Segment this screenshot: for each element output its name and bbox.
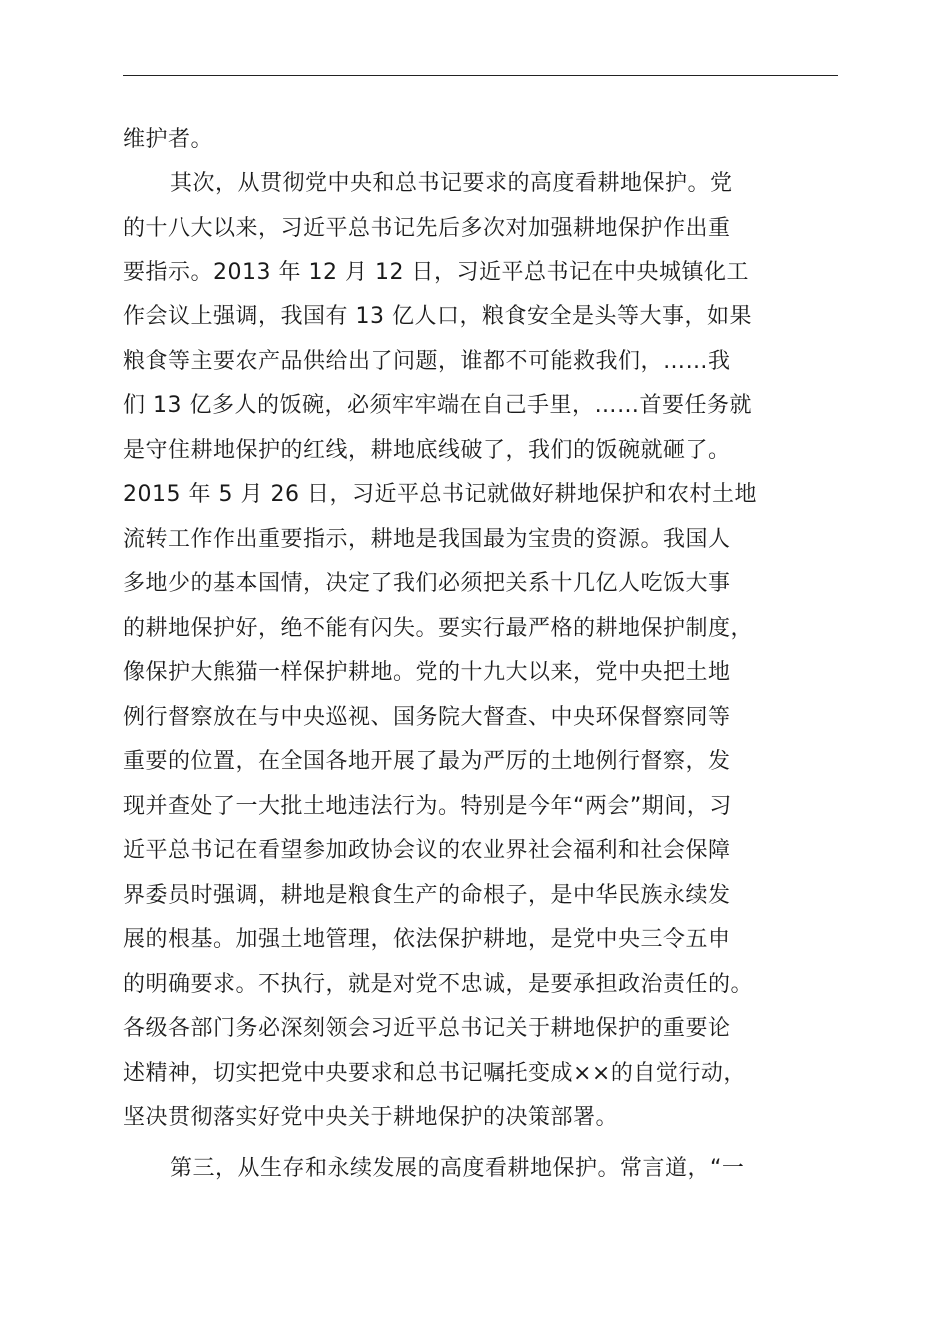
text-line: 们 13 亿多人的饭碗，必须牢牢端在自己手里，……首要任务就 — [123, 393, 752, 418]
text-line: 2015 年 5 月 26 日，习近平总书记就做好耕地保护和农村土地 — [123, 482, 757, 507]
text-line: 的十八大以来，习近平总书记先后多次对加强耕地保护作出重 — [123, 216, 731, 241]
text-line: 坚决贯彻落实好党中央关于耕地保护的决策部署。 — [123, 1105, 619, 1130]
text-line: 其次，从贯彻党中央和总书记要求的高度看耕地保护。党 — [170, 171, 733, 196]
text-line: 粮食等主要农产品供给出了问题，谁都不可能救我们，……我 — [123, 349, 731, 374]
text-line: 近平总书记在看望参加政协会议的农业界社会福利和社会保障 — [123, 838, 731, 863]
text-line: 各级各部门务必深刻领会习近平总书记关于耕地保护的重要论 — [123, 1016, 731, 1041]
text-line: 是守住耕地保护的红线，耕地底线破了，我们的饭碗就砸了。 — [123, 438, 731, 463]
text-line: 流转工作作出重要指示，耕地是我国最为宝贵的资源。我国人 — [123, 527, 731, 552]
text-line: 要指示。2013 年 12 月 12 日，习近平总书记在中央城镇化工 — [123, 260, 749, 285]
text-line: 重要的位置，在全国各地开展了最为严厉的土地例行督察，发 — [123, 749, 731, 774]
text-line: 现并查处了一大批土地违法行为。特别是今年“两会”期间，习 — [123, 794, 732, 819]
text-line: 的耕地保护好，绝不能有闪失。要实行最严格的耕地保护制度， — [123, 616, 754, 641]
header-rule — [123, 75, 838, 76]
text-line: 第三，从生存和永续发展的高度看耕地保护。常言道，“一 — [170, 1156, 745, 1181]
text-line: 的明确要求。不执行，就是对党不忠诚，是要承担政治责任的。 — [123, 972, 754, 997]
text-line: 展的根基。加强土地管理，依法保护耕地，是党中央三令五申 — [123, 927, 731, 952]
text-line: 多地少的基本国情，决定了我们必须把关系十几亿人吃饭大事 — [123, 571, 731, 596]
text-line: 作会议上强调，我国有 13 亿人口，粮食安全是头等大事，如果 — [123, 304, 752, 329]
text-line: 述精神，切实把党中央要求和总书记嘱托变成××的自觉行动， — [123, 1061, 746, 1086]
text-line: 像保护大熊猫一样保护耕地。党的十九大以来，党中央把土地 — [123, 660, 731, 685]
text-line: 界委员时强调，耕地是粮食生产的命根子，是中华民族永续发 — [123, 883, 731, 908]
text-line: 例行督察放在与中央巡视、国务院大督查、中央环保督察同等 — [123, 705, 731, 730]
text-line: 维护者。 — [123, 127, 214, 152]
